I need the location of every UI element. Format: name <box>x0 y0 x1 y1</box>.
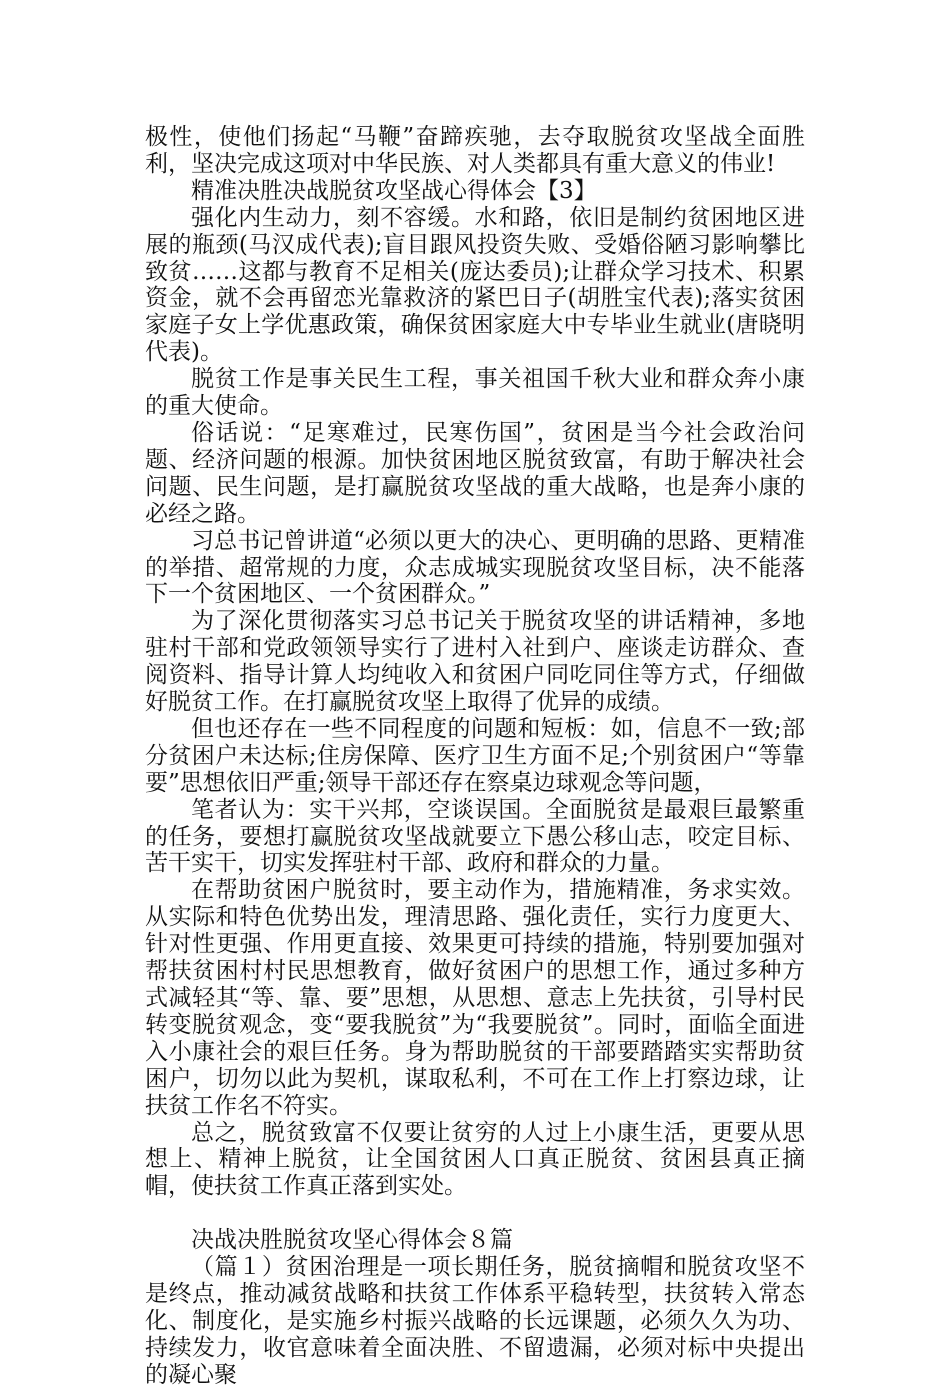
document-page <box>145 124 805 1389</box>
intro-continuation-paragraph: 极性，使他们扬起“马鞭”奋蹄疾驰，去夺取脱贫攻坚战全面胜利，坚决完成这项对中华民族、对人类都具有重大意义的伟业! <box>145 124 805 177</box>
body-paragraph: 习总书记曾讲道“必须以更大的决心、更明确的思路、更精准的举措、超常规的力度，众志成城实现脱贫攻坚目标，决不能落下一个贫困地区、一个贫困群众。” <box>145 527 805 608</box>
section-spacer <box>145 1200 805 1227</box>
section-3-title: 精准决胜决战脱贫攻坚战心得体会【3】 <box>191 177 597 204</box>
body-paragraph: 在帮助贫困户脱贫时，要主动作为，措施精准，务求实效。从实际和特色优势出发，理清思路、强化责任，实行力度更大、针对性更强、作用更直接、效果更可持续的措施，特别要加强对帮扶贫困村村民思想教育，做好贫困户的思想工作，通过多种方式减轻其“等、靠、要”思想，从思想、意志上先扶贫，引导村民转变脱贫观念，变“要我脱贫”为“我要脱贫”。同时，面临全面进入小康社会的艰巨任务。身为帮助脱贫的干部要踏踏实实帮助贫困户，切勿以此为契机，谋取私利，不可在工作上打察边球，让扶贫工作名不符实。 <box>145 877 805 1119</box>
body-paragraph: 强化内生动力，刻不容缓。水和路，依旧是制约贫困地区进展的瓶颈(马汉成代表);盲目跟风投资失败、受婚俗陋习影响攀比致贫……这都与教育不足相关(庞达委员);让群众学习技术、积累资金，就不会再留恋光靠救济的紧巴日子(胡胜宝代表);落实贫困家庭子女上学优惠政策，确保贫困家庭大中专毕业生就业(唐晓明代表)。 <box>145 204 805 366</box>
body-paragraph: 但也还存在一些不同程度的问题和短板：如，信息不一致;部分贫困户未达标;住房保障、医疗卫生方面不足;个别贫困户“等靠要”思想依旧严重;领导干部还存在察桌边球观念等问题， <box>145 715 805 796</box>
body-paragraph: 俗话说：“足寒难过，民寒伤国”，贫困是当今社会政治问题、经济问题的根源。加快贫困地区脱贫致富，有助于解决社会问题、民生问题，是打赢脱贫攻坚战的重大战略，也是奔小康的必经之路。 <box>145 419 805 527</box>
body-paragraph: 总之，脱贫致富不仅要让贫穷的人过上小康生活，更要从思想上、精神上脱贫，让全国贫困人口真正脱贫、贫困县真正摘帽，使扶贫工作真正落到实处。 <box>145 1119 805 1200</box>
body-paragraph: 笔者认为：实干兴邦，空谈误国。全面脱贫是最艰巨最繁重的任务，要想打赢脱贫攻坚战就要立下愚公移山志，咬定目标、苦干实干，切实发挥驻村干部、政府和群众的力量。 <box>145 796 805 877</box>
body-paragraph: 脱贫工作是事关民生工程，事关祖国千秋大业和群众奔小康的重大使命。 <box>145 366 805 420</box>
body-paragraph: （篇１）贫困治理是一项长期任务，脱贫摘帽和脱贫攻坚不是终点，推动减贫战略和扶贫工作体系平稳转型，扶贫转入常态化、制度化，是实施乡村振兴战略的长远课题，必须久久为功、持续发力，收官意味着全面决胜、不留遗漏，必须对标中央提出的凝心聚 <box>145 1254 805 1388</box>
body-paragraph: 为了深化贯彻落实习总书记关于脱贫攻坚的讲话精神，多地驻村干部和党政领领导实行了进村入社到户、座谈走访群众、查阅资料、指导计算人均纯收入和贫困户同吃同住等方式，仔细做好脱贫工作。在打赢脱贫攻坚上取得了优异的成绩。 <box>145 608 805 716</box>
section-8-title: 决战决胜脱贫攻坚心得体会８篇 <box>191 1227 513 1254</box>
